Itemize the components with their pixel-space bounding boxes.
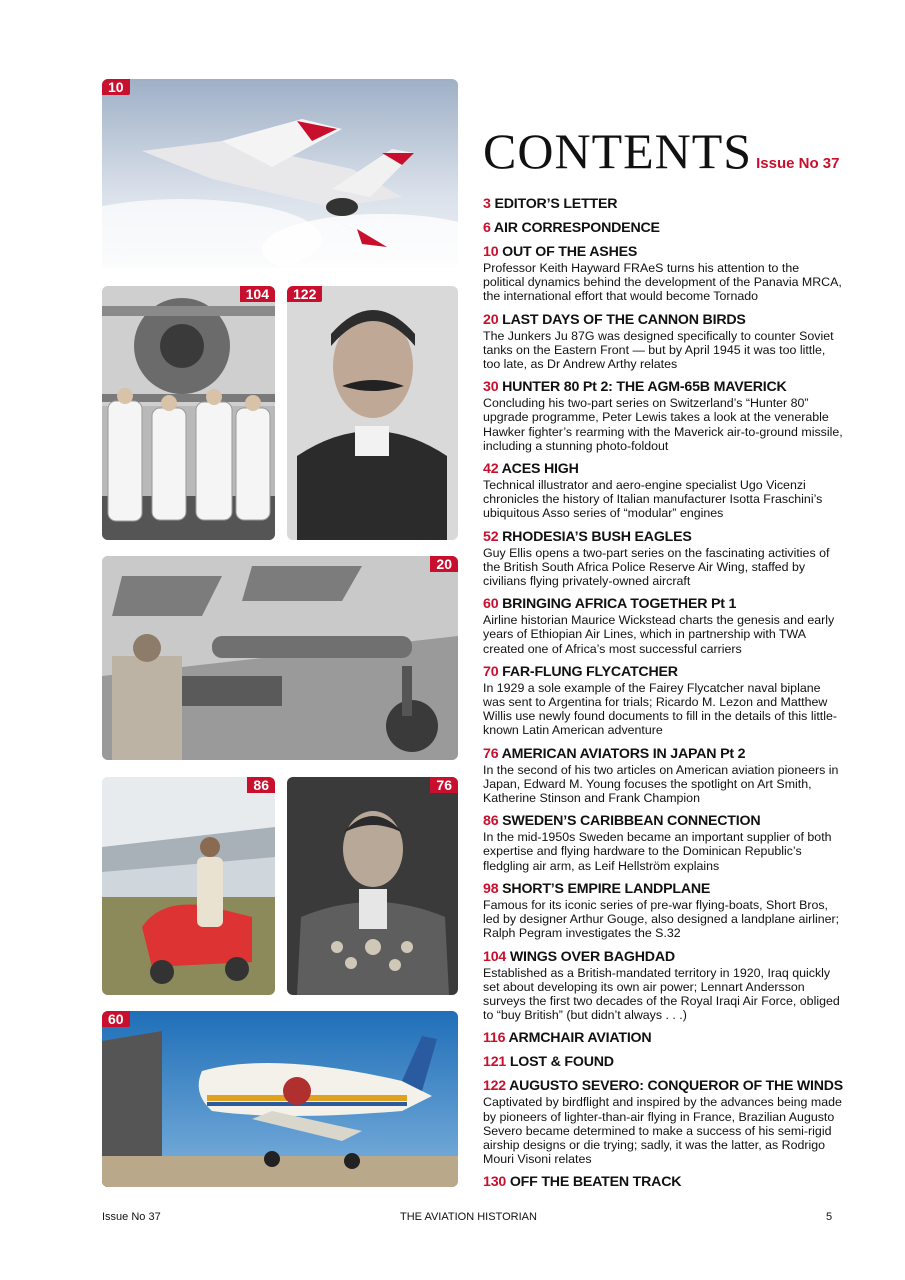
page-tag: 86 [247,777,275,793]
entry-description: Established as a British-mandated territory in 1920, Iraq quickly set about developing its own air power; Lennart Andersson surveys the first two decades of the Royal Iraqi Air Force, obliged to “buy British” (but didn’t always . . .) [483,965,840,1023]
contents-list [483,196,843,1198]
entry-page-number: 122 [483,1078,506,1095]
issue-label: Issue No 37 [756,155,840,172]
jet-aircraft-image [102,79,458,268]
page-title: CONTENTS [483,123,753,179]
photo-ju87-cannon [102,556,458,760]
photo-ethiopian-airliner [102,1011,458,1187]
entry-title: OUT OF THE ASHES [502,244,638,260]
contents-entry[interactable] [483,244,843,304]
entry-page-number: 52 [483,528,499,545]
photo-airmen-biplane [102,286,275,540]
entry-page-number: 70 [483,663,499,680]
entry-page-number: 121 [483,1054,507,1071]
entry-heading [483,220,843,236]
entry-heading [483,312,843,328]
contents-entry[interactable] [483,1030,843,1046]
entry-page-number: 98 [483,880,499,897]
entry-page-number: 10 [483,244,499,260]
entry-page-number: 86 [483,813,499,830]
entry-heading [483,461,843,477]
scooter-image [102,777,275,995]
entry-title: BRINGING AFRICA TOGETHER Pt 1 [502,596,737,613]
aviator-portrait-image [287,777,458,995]
entry-title: SWEDEN’S CARIBBEAN CONNECTION [502,813,761,830]
airmen-image [102,286,275,540]
portrait-image [287,286,458,540]
entry-heading [483,1174,843,1190]
entry-title: AIR CORRESPONDENCE [493,220,660,236]
entry-description: Airline historian Maurice Wickstead charts the genesis and early years of Ethiopian Air Lines, which in partnership with TWA created one of Africa’s most successful carriers [483,613,835,656]
entry-title: LOST & FOUND [509,1054,614,1071]
entry-heading [483,596,843,612]
entry-description: Captivated by birdflight and inspired by the advances being made by pioneers of lighter-than-air flying in France, Brazilian Augusto Severo became determined to make a success of his semi-rigid airship designs or die trying; sadly, it was the latter, as Rodrigo Mouri Visoni relates [483,1095,842,1167]
contents-entry[interactable] [483,813,843,873]
entry-title: EDITOR’S LETTER [494,196,618,212]
airliner-image [102,1011,458,1187]
entry-page-number: 60 [483,596,499,613]
page-tag: 20 [430,556,458,572]
entry-description: In 1929 a sole example of the Fairey Flycatcher naval biplane was sent to Argentina for trials; Ricardo M. Lezon and Matthew Willis use newly found documents to fill in the details of this little-known Latin American adventure [483,680,837,738]
entry-heading [483,949,843,965]
contents-entry[interactable] [483,1174,843,1190]
page-tag: 10 [102,79,130,95]
page-tag: 104 [240,286,275,302]
entry-description: Professor Keith Hayward FRAeS turns his attention to the political dynamics behind the development of the Panavia MRCA, the international effort that would become Tornado [483,261,842,304]
entry-heading [483,379,843,395]
footer-page-number: 5 [826,1211,833,1223]
entry-description: Concluding his two-part series on Switzerland’s “Hunter 80” upgrade programme, Peter Lewis takes a look at the venerable Hawker fighter’s rearming with the Maverick air-to-ground missile, including a stunning photo-foldout [483,396,843,453]
entry-description: In the mid-1950s Sweden became an important supplier of both expertise and flying hardware to the Dominican Republic’s fledgling air arm, as Leif Hellström explains [483,830,832,873]
entry-heading [483,1030,843,1046]
contents-entry[interactable] [483,220,843,236]
contents-entry[interactable] [483,529,843,589]
contents-entry[interactable] [483,746,843,806]
entry-heading [483,244,843,260]
contents-entry[interactable] [483,196,843,212]
entry-title: OFF THE BEATEN TRACK [509,1174,682,1191]
entry-description: Famous for its iconic series of pre-war flying-boats, Short Bros, led by designer Arthur Gouge, also designed a landplane airliner; Ralph Pegram investigates the S.32 [483,897,840,941]
entry-description: Technical illustrator and aero-engine specialist Ugo Vicenzi chronicles the history of Italian manufacturer Isotta Fraschini’s ubiquitous Asso series of “modular” engines [483,478,823,521]
photo-decorated-aviator [287,777,458,995]
entry-title: HUNTER 80 Pt 2: THE AGM-65B MAVERICK [502,379,787,396]
page-tag: 122 [287,286,322,302]
entry-page-number: 20 [483,311,499,328]
contents-entry[interactable] [483,664,843,738]
entry-title: FAR-FLUNG FLYCATCHER [502,663,678,680]
entry-page-number: 116 [483,1030,506,1047]
contents-entry[interactable] [483,1078,843,1166]
entry-page-number: 42 [483,461,499,478]
contents-header [483,122,843,180]
footer-issue: Issue No 37 [102,1211,161,1223]
entry-heading [483,746,843,762]
entry-heading [483,196,843,212]
entry-heading [483,881,843,897]
entry-description: The Junkers Ju 87G was designed specifically to counter Soviet tanks on the Eastern Front — but by April 1945 it was too little, too late, as Dr Andrew Arthy relates [483,328,834,372]
entry-title: SHORT’S EMPIRE LANDPLANE [502,880,711,897]
contents-entry[interactable] [483,312,843,372]
photo-portrait-severo [287,286,458,540]
entry-title: ACES HIGH [501,461,579,478]
entry-title: RHODESIA’S BUSH EAGLES [502,528,692,545]
contents-entry[interactable] [483,881,843,941]
entry-description: In the second of his two articles on American aviation pioneers in Japan, Edward M. Young focuses the spotlight on Art Smith, Katherine Stinson and Frank Champion [483,762,839,806]
contents-entry[interactable] [483,379,843,453]
entry-title: ARMCHAIR AVIATION [508,1030,652,1047]
entry-heading [483,813,843,829]
entry-heading [483,1054,843,1070]
entry-page-number: 30 [483,379,499,396]
entry-title: AUGUSTO SEVERO: CONQUEROR OF THE WINDS [509,1078,843,1095]
cannon-aircraft-image [102,556,458,760]
page-tag: 76 [430,777,458,793]
footer-magazine-name: THE AVIATION HISTORIAN [400,1211,537,1223]
entry-title: AMERICAN AVIATORS IN JAPAN Pt 2 [501,745,746,762]
contents-entry[interactable] [483,1054,843,1070]
entry-heading [483,1078,841,1094]
entry-page-number: 104 [483,948,507,965]
entry-description: Guy Ellis opens a two-part series on the fascinating activities of the British South Africa Police Reserve Air Wing, staffed by civilians flying privately-owned aircraft [483,545,830,589]
contents-entry[interactable] [483,461,843,521]
entry-title: LAST DAYS OF THE CANNON BIRDS [502,311,746,328]
entry-page-number: 6 [483,220,491,236]
entry-page-number: 3 [483,196,491,212]
entry-page-number: 76 [483,745,499,762]
entry-heading [483,529,843,545]
entry-heading [483,664,843,680]
photo-tornado-in-flight [102,79,458,268]
entry-page-number: 130 [483,1174,507,1191]
contents-entry[interactable] [483,596,843,656]
page-tag: 60 [102,1011,130,1027]
contents-entry[interactable] [483,949,843,1023]
entry-title: WINGS OVER BAGHDAD [509,948,675,965]
photo-scooter [102,777,275,995]
